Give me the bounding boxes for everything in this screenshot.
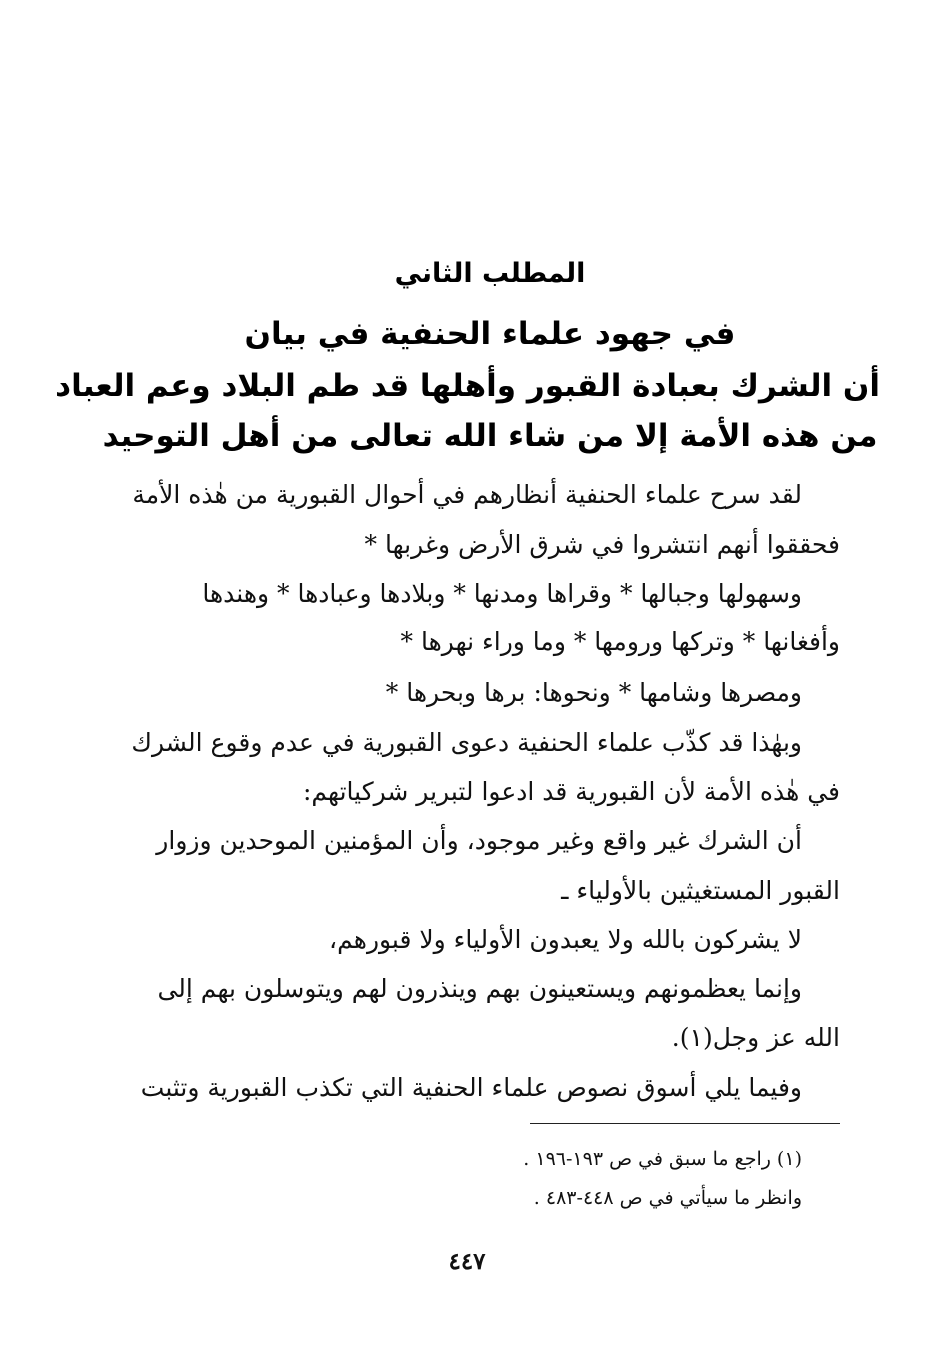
- page-number: ٤٤٧: [448, 1248, 486, 1275]
- body-line-4: وأفغانها * وتركها ورومها * وما وراء نهرها *: [400, 627, 840, 656]
- chapter-title-line-1: في جهود علماء الحنفية في بيان: [244, 316, 736, 352]
- chapter-title-line-3: من هذه الأمة إلا من شاء الله تعالى من أهل التوحيد: [102, 418, 878, 454]
- body-line-11: وإنما يعظمونهم ويستعينون بهم وينذرون لهم ويتوسلون بهم إلى: [157, 974, 802, 1003]
- chapter-title-line-2: أن الشرك بعبادة القبور وأهلها قد طم البلاد وعم العباد: [55, 368, 880, 404]
- section-heading: المطلب الثاني: [394, 258, 586, 289]
- body-line-6: وبهٰذا قد كذّب علماء الحنفية دعوى القبورية في عدم وقوع الشرك: [131, 728, 802, 757]
- body-line-3: وسهولها وجبالها * وقراها ومدنها * وبلادها وعبادها * وهندها: [202, 579, 802, 608]
- body-line-2: فحققوا أنهم انتشروا في شرق الأرض وغربها *: [364, 530, 840, 559]
- body-line-8: أن الشرك غير واقع وغير موجود، وأن المؤمنين الموحدين وزوار: [156, 826, 802, 855]
- body-line-10: لا يشركون بالله ولا يعبدون الأولياء ولا قبورهم،: [329, 925, 802, 954]
- body-line-1: لقد سرح علماء الحنفية أنظارهم في أحوال القبورية من هٰذه الأمة: [132, 480, 802, 509]
- body-line-9: القبور المستغيثين بالأولياء ـ: [561, 876, 840, 905]
- body-line-12: الله عز وجل(١).: [671, 1023, 840, 1052]
- body-line-7: في هٰذه الأمة لأن القبورية قد ادعوا لتبرير شركياتهم:: [302, 777, 840, 806]
- footnote-separator: [530, 1123, 840, 1124]
- footnote-1: (١) راجع ما سبق في ص ١٩٣-١٩٦ .: [523, 1148, 802, 1170]
- body-line-5: ومصرها وشامها * ونحوها: برها وبحرها *: [385, 678, 802, 707]
- body-line-13: وفيما يلي أسوق نصوص علماء الحنفية التي تكذب القبورية وتثبت: [140, 1073, 802, 1102]
- footnote-2: وانظر ما سيأتي في ص ٤٤٨-٤٨٣ .: [533, 1187, 802, 1209]
